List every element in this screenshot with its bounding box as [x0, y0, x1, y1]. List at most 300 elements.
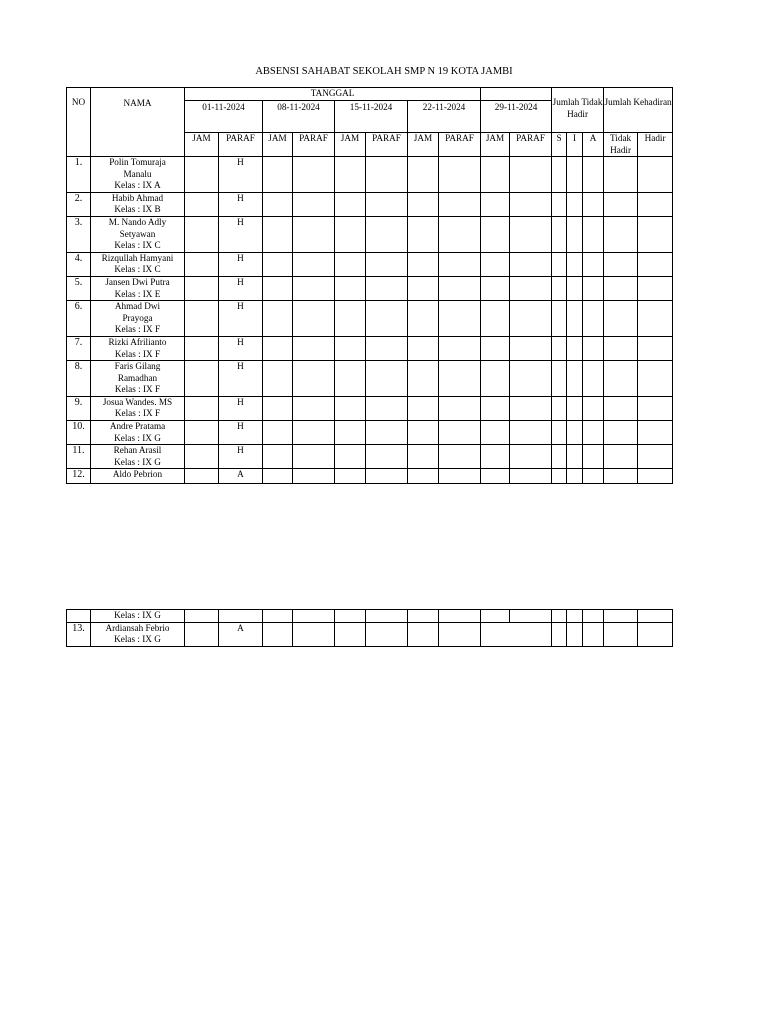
- jam-cell: [481, 445, 510, 469]
- jam-cell: [408, 252, 439, 276]
- summary-cell: [552, 469, 567, 484]
- jam-cell: [335, 276, 366, 300]
- paraf-cell: [293, 192, 335, 216]
- paraf-cell: [510, 445, 552, 469]
- summary-cell: [583, 157, 604, 193]
- paraf-cell: [366, 252, 408, 276]
- summary-cell: [567, 276, 583, 300]
- jam-cell: [185, 157, 219, 193]
- paraf-cell: [510, 301, 552, 337]
- student-class: Kelas : IX C: [114, 264, 161, 275]
- jam-cell: [408, 445, 439, 469]
- header-date: 22-11-2024: [408, 101, 481, 133]
- student-class: Kelas : IX E: [114, 288, 161, 299]
- paraf-cell: [510, 216, 552, 252]
- student-class: Kelas : IX G: [114, 432, 161, 443]
- paraf-cell: [293, 445, 335, 469]
- student-class: Kelas : IX A: [114, 180, 161, 191]
- header-paraf: PARAF: [366, 133, 408, 157]
- student-name-line: Prayoga: [122, 312, 153, 323]
- jam-cell: [185, 622, 219, 646]
- paraf-cell: [510, 396, 552, 420]
- summary-cell: [567, 336, 583, 360]
- jam-cell: [185, 252, 219, 276]
- header-blank: [481, 88, 552, 101]
- student-name-line: Rizki Afrilianto: [108, 336, 167, 347]
- row-number: 3.: [67, 216, 91, 252]
- paraf-cell: [439, 336, 481, 360]
- row-number: [67, 610, 91, 623]
- paraf-cell: [439, 216, 481, 252]
- paraf-cell: H: [219, 301, 263, 337]
- empty-cell: [293, 610, 335, 623]
- attendance-table: [66, 87, 673, 484]
- jam-cell: [185, 276, 219, 300]
- student-name: [91, 301, 185, 337]
- jam-cell: [408, 216, 439, 252]
- summary-cell: [567, 252, 583, 276]
- jam-cell: [481, 301, 510, 337]
- summary-cell: [583, 336, 604, 360]
- jam-cell: [335, 216, 366, 252]
- jam-cell: [263, 216, 293, 252]
- student-class: Kelas : IX B: [114, 204, 161, 215]
- summary-cell: [604, 157, 638, 193]
- header-paraf: PARAF: [510, 133, 552, 157]
- jam-cell: [263, 252, 293, 276]
- paraf-cell: [510, 157, 552, 193]
- jam-cell: [481, 157, 510, 193]
- jam-cell: [335, 192, 366, 216]
- jam-cell: [185, 301, 219, 337]
- header-jam: JAM: [185, 133, 219, 157]
- summary-cell: [567, 396, 583, 420]
- student-name-line: Josua Wandes. MS: [102, 396, 173, 407]
- jam-cell: [335, 157, 366, 193]
- summary-cell: [638, 421, 673, 445]
- jam-cell: [263, 157, 293, 193]
- table-row: [67, 336, 673, 360]
- jam-cell: [335, 361, 366, 397]
- table-row-continued: [67, 610, 673, 623]
- summary-cell: [552, 276, 567, 300]
- row-number: 2.: [67, 192, 91, 216]
- jam-cell: [408, 336, 439, 360]
- paraf-cell: [366, 469, 408, 484]
- paraf-cell: [510, 469, 552, 484]
- jam-cell: [408, 396, 439, 420]
- table-row: [67, 396, 673, 420]
- empty-cell: [604, 610, 638, 623]
- paraf-cell: [510, 361, 552, 397]
- summary-cell: [638, 396, 673, 420]
- empty-cell: [408, 610, 439, 623]
- summary-cell: [583, 252, 604, 276]
- paraf-cell: [366, 276, 408, 300]
- paraf-cell: [293, 622, 335, 646]
- header-tanggal: TANGGAL: [185, 88, 481, 101]
- empty-cell: [481, 610, 510, 623]
- summary-cell: [583, 216, 604, 252]
- paraf-cell: [366, 622, 408, 646]
- jam-cell: [335, 622, 366, 646]
- jam-cell: [263, 336, 293, 360]
- empty-cell: [335, 610, 366, 623]
- summary-cell: [604, 336, 638, 360]
- summary-cell: [638, 192, 673, 216]
- paraf-cell: [366, 445, 408, 469]
- jam-cell: [408, 276, 439, 300]
- header-jumlah-tidak-hadir: Jumlah Tidak Hadir: [552, 88, 604, 133]
- jam-cell: [263, 396, 293, 420]
- student-class: Kelas : IX F: [114, 324, 161, 335]
- summary-cell: [583, 421, 604, 445]
- row-number: 10.: [67, 421, 91, 445]
- attendance-table-continued: [66, 609, 673, 647]
- empty-cell: [638, 610, 673, 623]
- summary-cell: [604, 622, 638, 646]
- summary-cell: [604, 252, 638, 276]
- summary-cell: [604, 216, 638, 252]
- summary-cell: [583, 276, 604, 300]
- jam-cell: [408, 192, 439, 216]
- paraf-cell: [293, 336, 335, 360]
- paraf-cell: [293, 396, 335, 420]
- summary-cell: [567, 469, 583, 484]
- jam-cell: [335, 445, 366, 469]
- paraf-cell: [439, 157, 481, 193]
- student-name-line: Manalu: [123, 168, 152, 179]
- table-row: [67, 361, 673, 397]
- header-paraf: PARAF: [219, 133, 263, 157]
- student-class: Kelas : IX F: [114, 384, 161, 395]
- row-number: 8.: [67, 361, 91, 397]
- summary-cell: [552, 445, 567, 469]
- jam-cell: [335, 469, 366, 484]
- jam-cell: [481, 252, 510, 276]
- student-name: [91, 469, 185, 484]
- merged-date-cell: [481, 622, 552, 646]
- summary-cell: [567, 361, 583, 397]
- paraf-cell: [510, 336, 552, 360]
- table-row: [67, 622, 673, 646]
- empty-cell: [583, 610, 604, 623]
- paraf-cell: [439, 622, 481, 646]
- summary-cell: [552, 216, 567, 252]
- summary-cell: [638, 216, 673, 252]
- summary-cell: [552, 336, 567, 360]
- jam-cell: [408, 622, 439, 646]
- summary-cell: [567, 622, 583, 646]
- paraf-cell: [293, 252, 335, 276]
- row-number: 9.: [67, 396, 91, 420]
- header-i: I: [567, 133, 583, 157]
- summary-cell: [604, 445, 638, 469]
- paraf-cell: [366, 421, 408, 445]
- summary-cell: [567, 157, 583, 193]
- summary-cell: [552, 252, 567, 276]
- student-name: [91, 192, 185, 216]
- student-name: [91, 396, 185, 420]
- paraf-cell: [439, 361, 481, 397]
- jam-cell: [408, 301, 439, 337]
- jam-cell: [185, 396, 219, 420]
- student-name: [91, 252, 185, 276]
- jam-cell: [481, 192, 510, 216]
- student-name: [91, 276, 185, 300]
- student-class: Kelas : IX F: [114, 408, 161, 419]
- jam-cell: [481, 421, 510, 445]
- summary-cell: [552, 192, 567, 216]
- empty-cell: [219, 610, 263, 623]
- student-name: [91, 445, 185, 469]
- student-name: [91, 157, 185, 193]
- header-jumlah-kehadiran: Jumlah Kehadiran: [604, 88, 673, 133]
- empty-cell: [439, 610, 481, 623]
- paraf-cell: H: [219, 192, 263, 216]
- jam-cell: [263, 301, 293, 337]
- summary-cell: [567, 301, 583, 337]
- row-number: 12.: [67, 469, 91, 484]
- row-number: 6.: [67, 301, 91, 337]
- jam-cell: [185, 421, 219, 445]
- jam-cell: [335, 421, 366, 445]
- student-name-line: Ramadhan: [117, 372, 158, 383]
- paraf-cell: [293, 157, 335, 193]
- summary-cell: [604, 361, 638, 397]
- row-number: 11.: [67, 445, 91, 469]
- header-hadir: Hadir: [638, 133, 673, 157]
- summary-cell: [638, 469, 673, 484]
- jam-cell: [185, 192, 219, 216]
- empty-cell: [552, 610, 567, 623]
- summary-cell: [552, 361, 567, 397]
- empty-cell: [366, 610, 408, 623]
- jam-cell: [481, 396, 510, 420]
- jam-cell: [481, 361, 510, 397]
- summary-cell: [638, 252, 673, 276]
- paraf-cell: [439, 192, 481, 216]
- student-name: [91, 421, 185, 445]
- summary-cell: [604, 469, 638, 484]
- student-class: Kelas : IX G: [114, 456, 161, 467]
- student-name: [91, 216, 185, 252]
- table-row: [67, 421, 673, 445]
- jam-cell: [185, 361, 219, 397]
- summary-cell: [638, 336, 673, 360]
- paraf-cell: H: [219, 445, 263, 469]
- summary-cell: [552, 622, 567, 646]
- header-date: 01-11-2024: [185, 101, 263, 133]
- summary-cell: [583, 192, 604, 216]
- summary-cell: [583, 622, 604, 646]
- summary-cell: [567, 445, 583, 469]
- row-number: 4.: [67, 252, 91, 276]
- header-row-1: [67, 88, 673, 101]
- summary-cell: [552, 301, 567, 337]
- row-number: 13.: [67, 622, 91, 646]
- header-date: 15-11-2024: [335, 101, 408, 133]
- paraf-cell: A: [219, 469, 263, 484]
- jam-cell: [185, 216, 219, 252]
- summary-cell: [583, 445, 604, 469]
- paraf-cell: [366, 396, 408, 420]
- paraf-cell: [366, 157, 408, 193]
- jam-cell: [185, 336, 219, 360]
- student-class: Kelas : IX C: [114, 240, 161, 251]
- empty-cell: [185, 610, 219, 623]
- student-name: [91, 622, 185, 646]
- student-name-line: Setyawan: [119, 228, 156, 239]
- student-name-line: Ardiansah Febrio: [105, 622, 170, 633]
- table-row: [67, 157, 673, 193]
- paraf-cell: A: [219, 622, 263, 646]
- summary-cell: [638, 157, 673, 193]
- jam-cell: [335, 301, 366, 337]
- summary-cell: [638, 301, 673, 337]
- student-class: Kelas : IX F: [114, 348, 161, 359]
- summary-cell: [638, 276, 673, 300]
- jam-cell: [263, 361, 293, 397]
- student-name-line: Aldo Pebrion: [112, 469, 163, 480]
- table-row: [67, 445, 673, 469]
- row-number: 7.: [67, 336, 91, 360]
- header-tidak-hadir: Tidak Hadir: [604, 133, 638, 157]
- jam-cell: [481, 336, 510, 360]
- student-name-line: Faris Gilang: [114, 361, 161, 372]
- summary-cell: [552, 396, 567, 420]
- jam-cell: [408, 421, 439, 445]
- paraf-cell: [439, 469, 481, 484]
- summary-cell: [583, 361, 604, 397]
- header-date: 29-11-2024: [481, 101, 552, 133]
- header-paraf: PARAF: [293, 133, 335, 157]
- paraf-cell: H: [219, 276, 263, 300]
- student-name: [91, 361, 185, 397]
- paraf-cell: H: [219, 396, 263, 420]
- jam-cell: [263, 276, 293, 300]
- student-name-line: Rizqullah Hamyani: [101, 252, 174, 263]
- student-class: Kelas : IX G: [91, 610, 185, 623]
- paraf-cell: [366, 216, 408, 252]
- summary-cell: [552, 157, 567, 193]
- header-jam: JAM: [263, 133, 293, 157]
- paraf-cell: [293, 361, 335, 397]
- paraf-cell: [439, 252, 481, 276]
- paraf-cell: [366, 301, 408, 337]
- paraf-cell: H: [219, 336, 263, 360]
- jam-cell: [408, 157, 439, 193]
- paraf-cell: [510, 192, 552, 216]
- header-a: A: [583, 133, 604, 157]
- paraf-cell: [366, 361, 408, 397]
- header-jam: JAM: [335, 133, 366, 157]
- summary-cell: [583, 396, 604, 420]
- jam-cell: [335, 252, 366, 276]
- paraf-cell: [439, 396, 481, 420]
- summary-cell: [552, 421, 567, 445]
- table-row: [67, 276, 673, 300]
- table-row: [67, 216, 673, 252]
- student-name-line: Ahmad Dwi: [114, 301, 161, 312]
- paraf-cell: [510, 276, 552, 300]
- summary-cell: [638, 361, 673, 397]
- jam-cell: [335, 396, 366, 420]
- paraf-cell: H: [219, 216, 263, 252]
- summary-cell: [604, 301, 638, 337]
- paraf-cell: [366, 336, 408, 360]
- jam-cell: [481, 469, 510, 484]
- table-row: [67, 469, 673, 484]
- summary-cell: [604, 396, 638, 420]
- jam-cell: [263, 421, 293, 445]
- jam-cell: [185, 445, 219, 469]
- empty-cell: [510, 610, 552, 623]
- jam-cell: [263, 622, 293, 646]
- student-name-line: Rehan Arasil: [113, 445, 162, 456]
- paraf-cell: [439, 421, 481, 445]
- paraf-cell: [293, 216, 335, 252]
- paraf-cell: H: [219, 361, 263, 397]
- jam-cell: [263, 469, 293, 484]
- jam-cell: [263, 192, 293, 216]
- paraf-cell: [510, 421, 552, 445]
- student-name: [91, 336, 185, 360]
- paraf-cell: [293, 421, 335, 445]
- paraf-cell: [510, 252, 552, 276]
- summary-cell: [604, 192, 638, 216]
- summary-cell: [567, 421, 583, 445]
- table-row: [67, 301, 673, 337]
- row-number: 5.: [67, 276, 91, 300]
- student-name-line: Andre Pratama: [109, 421, 166, 432]
- summary-cell: [604, 421, 638, 445]
- jam-cell: [263, 445, 293, 469]
- header-no: NO: [67, 88, 91, 157]
- header-s: S: [552, 133, 567, 157]
- header-date: 08-11-2024: [263, 101, 335, 133]
- student-name-line: M. Nando Adly: [108, 216, 167, 227]
- student-name-line: Jansen Dwi Putra: [105, 276, 170, 287]
- summary-cell: [583, 469, 604, 484]
- jam-cell: [481, 276, 510, 300]
- table-row: [67, 192, 673, 216]
- paraf-cell: [293, 469, 335, 484]
- paraf-cell: [439, 445, 481, 469]
- student-name-line: Habib Ahmad: [111, 192, 164, 203]
- paraf-cell: H: [219, 421, 263, 445]
- jam-cell: [408, 361, 439, 397]
- table-row: [67, 252, 673, 276]
- student-class: Kelas : IX G: [114, 634, 161, 645]
- jam-cell: [481, 216, 510, 252]
- student-name-line: Polin Tomuraja: [109, 157, 166, 167]
- summary-cell: [638, 622, 673, 646]
- empty-cell: [567, 610, 583, 623]
- paraf-cell: H: [219, 252, 263, 276]
- paraf-cell: [439, 276, 481, 300]
- paraf-cell: H: [219, 157, 263, 193]
- summary-cell: [638, 445, 673, 469]
- paraf-cell: [293, 276, 335, 300]
- summary-cell: [604, 276, 638, 300]
- document-title: ABSENSI SAHABAT SEKOLAH SMP N 19 KOTA JAMBI: [255, 66, 513, 77]
- header-nama: NAMA: [91, 88, 185, 157]
- summary-cell: [567, 216, 583, 252]
- header-jam: JAM: [481, 133, 510, 157]
- row-number: 1.: [67, 157, 91, 193]
- header-jam: JAM: [408, 133, 439, 157]
